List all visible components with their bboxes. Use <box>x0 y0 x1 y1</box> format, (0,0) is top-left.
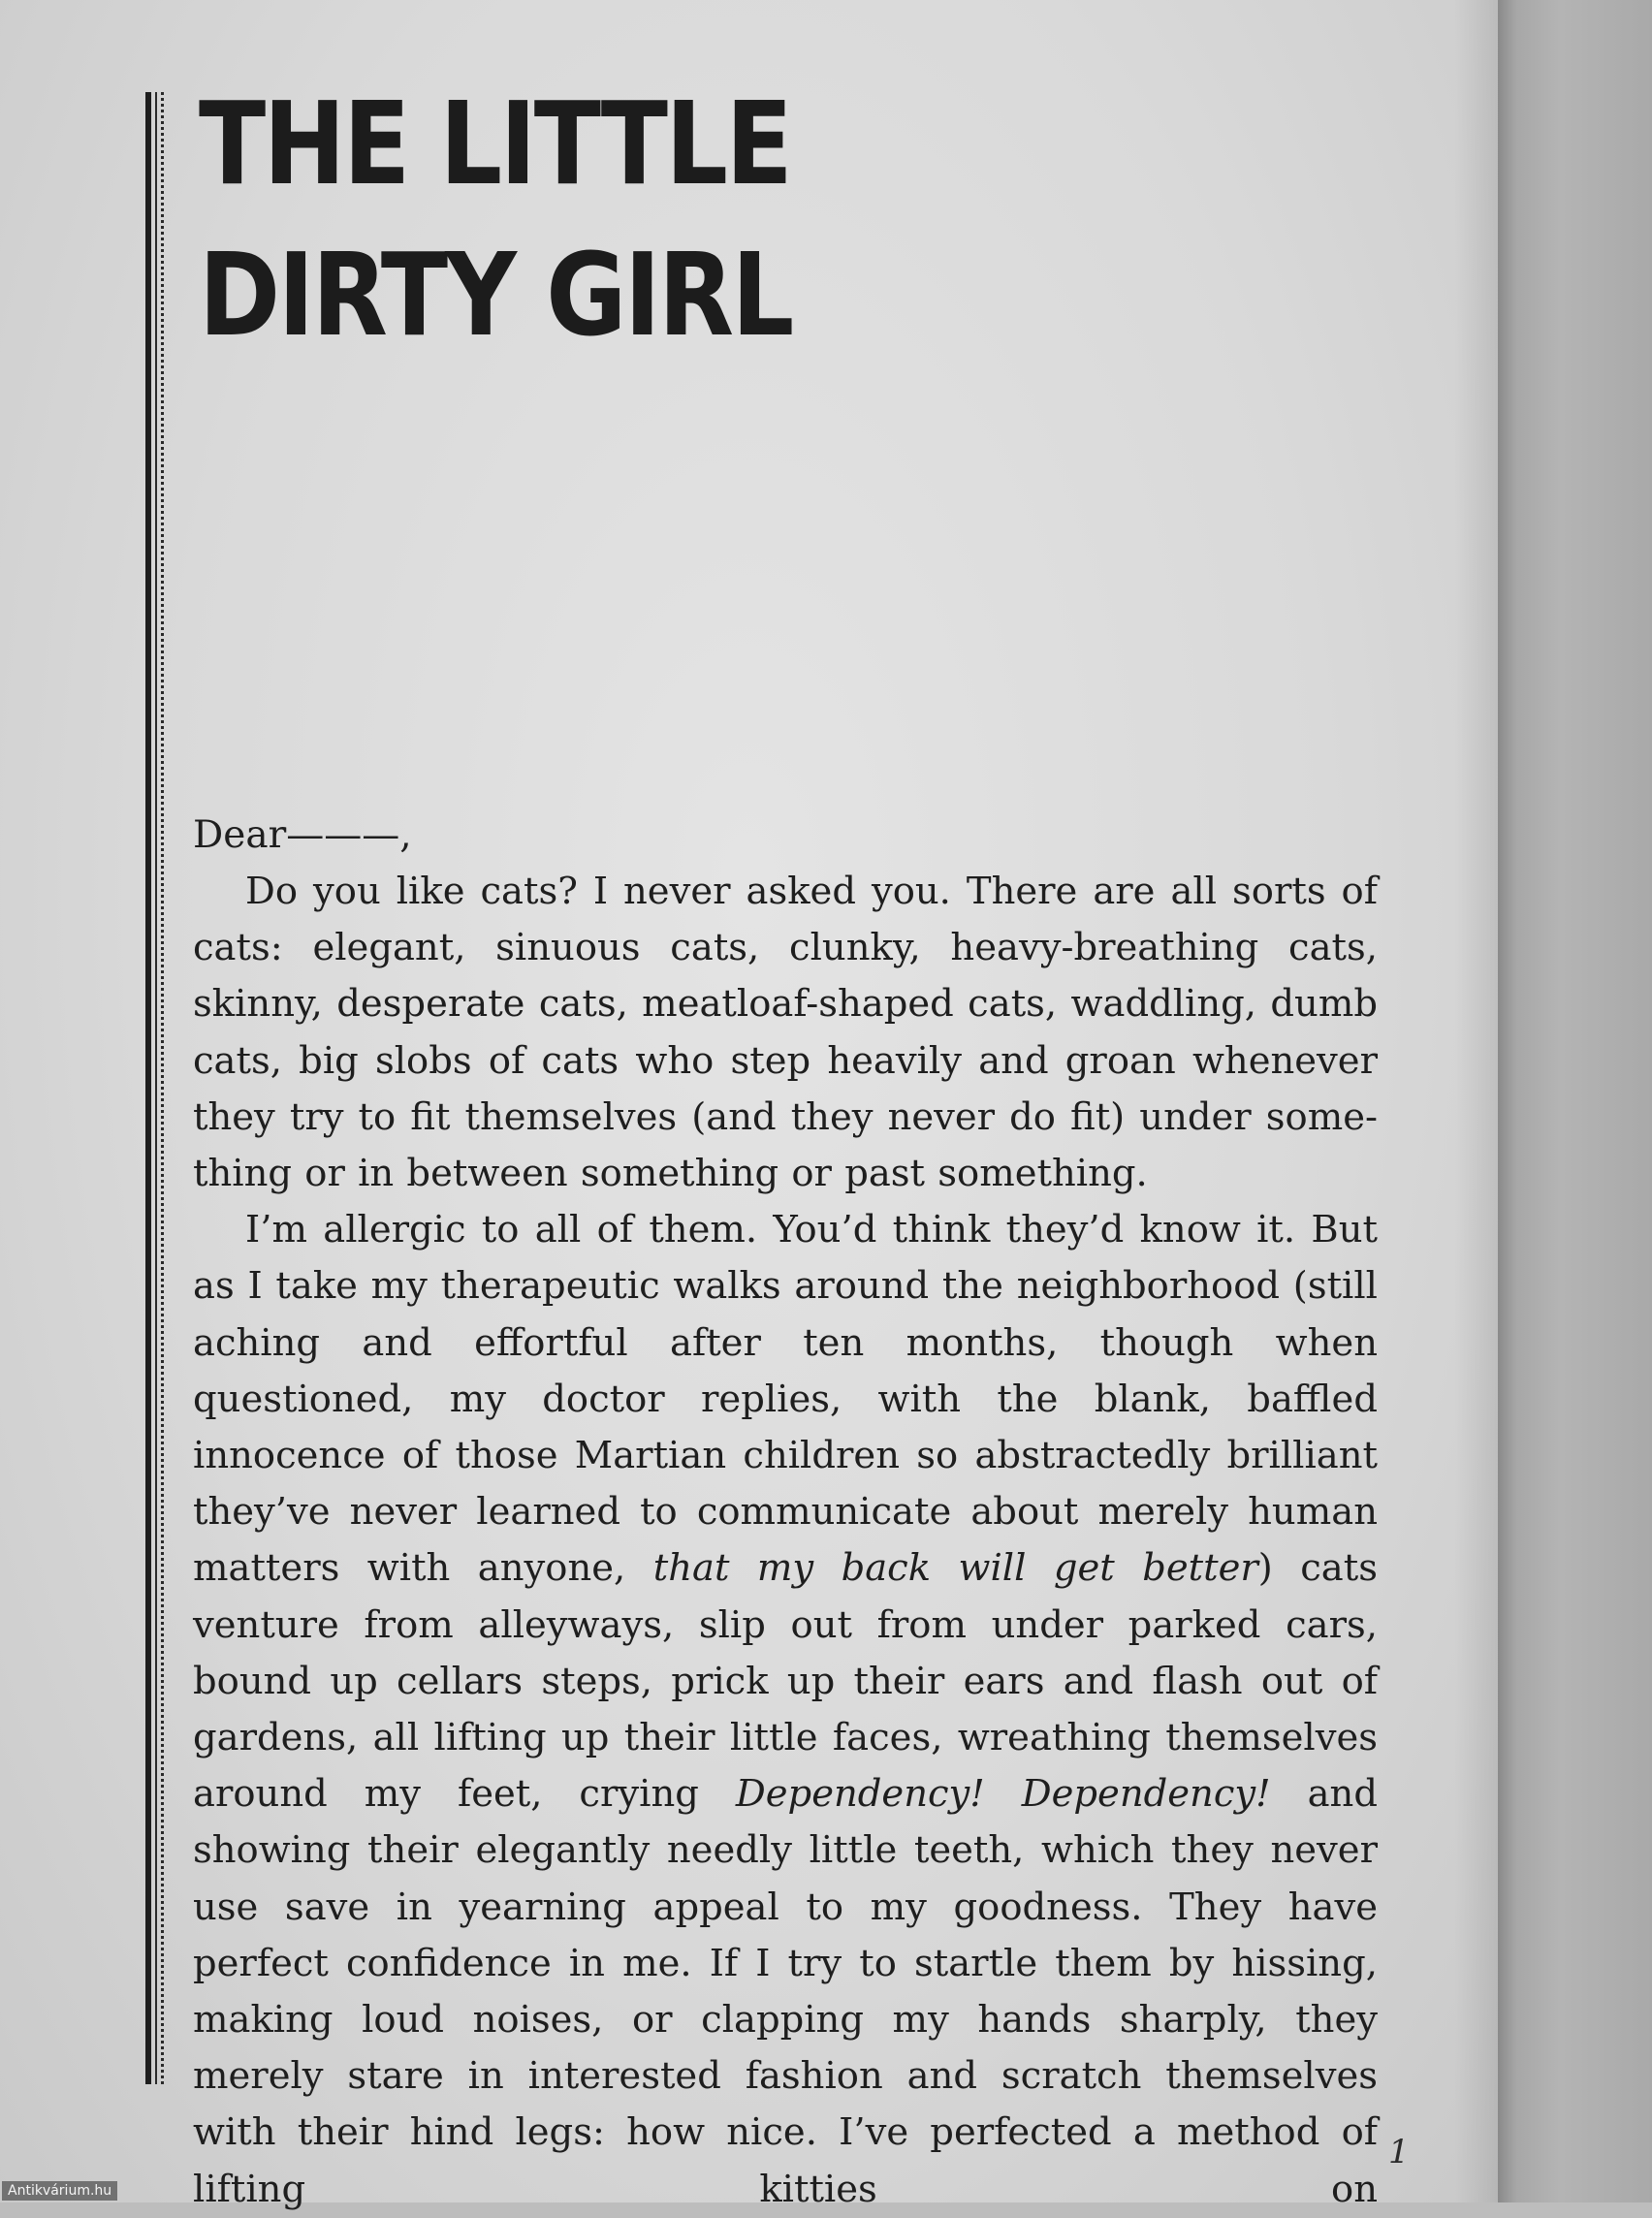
page-number: 1 <box>1388 2133 1410 2171</box>
paragraph-2-italic-1: that my back will get better <box>652 1546 1258 1591</box>
decorative-vertical-rule <box>145 92 169 2084</box>
facing-page-edge <box>1498 0 1652 2202</box>
paragraph-2-italic-2: Dependency! Dependency! <box>735 1772 1271 1817</box>
letter-salutation: Dear———, <box>193 813 412 857</box>
rule-dotted-line <box>161 92 164 2084</box>
chapter-title-line-1: THE LITTLE <box>199 77 791 210</box>
chapter-title-line-2: DIRTY GIRL <box>199 228 792 362</box>
watermark: Antikvárium.hu <box>2 2181 117 2201</box>
paragraph-2-text-1: I’m allergic to all of them. You’d think they’d know it. But as I take my therapeutic walks around the neighborhood (still aching and effortful after ten months, though when questioned, my doctor replies, with the blank, baffled innocence of those Martian children so abstractedly brilliant they’ve never learned to communicate about merely human matters with anyone, <box>193 1208 1378 1591</box>
rule-thick-line <box>145 92 151 2084</box>
chapter-title <box>199 68 792 370</box>
paragraph-2-text-3: and showing their elegantly needly little teeth, which they never use save in yearning appeal to my goodness. They have perfect confidence in me. If I try to startle them by hissing, making loud noises, or clapping my hands sharply, they merely stare in interested fashion and scratch themselves with their hind legs: how nice. I’ve perfected a method of lifting kitties on <box>193 1772 1378 2211</box>
paragraph-2 <box>193 1202 1378 2218</box>
rule-thin-line <box>155 92 157 2084</box>
paragraph-2-text-2: ) cats venture from alleyways, slip out from under parked cars, bound up cellars steps, prick up their ears and flash out of gardens, all lifting up their little faces, wreathing themselves around my feet, crying <box>193 1546 1378 1817</box>
letter-body <box>193 864 1378 2218</box>
paragraph-1: Do you like cats? I never asked you. There are all sorts of cats: elegant, sinuous cats, clunky, heavy-breathing cats, skinny, desperate cats, meatloaf-shaped cats, waddling, dumb cats, big slobs of cats who step heavily and groan whenever they try to fit themselves (and they never do fit) under something or in between something or past something. <box>193 870 1378 1196</box>
gutter-shadow <box>1454 0 1501 2202</box>
